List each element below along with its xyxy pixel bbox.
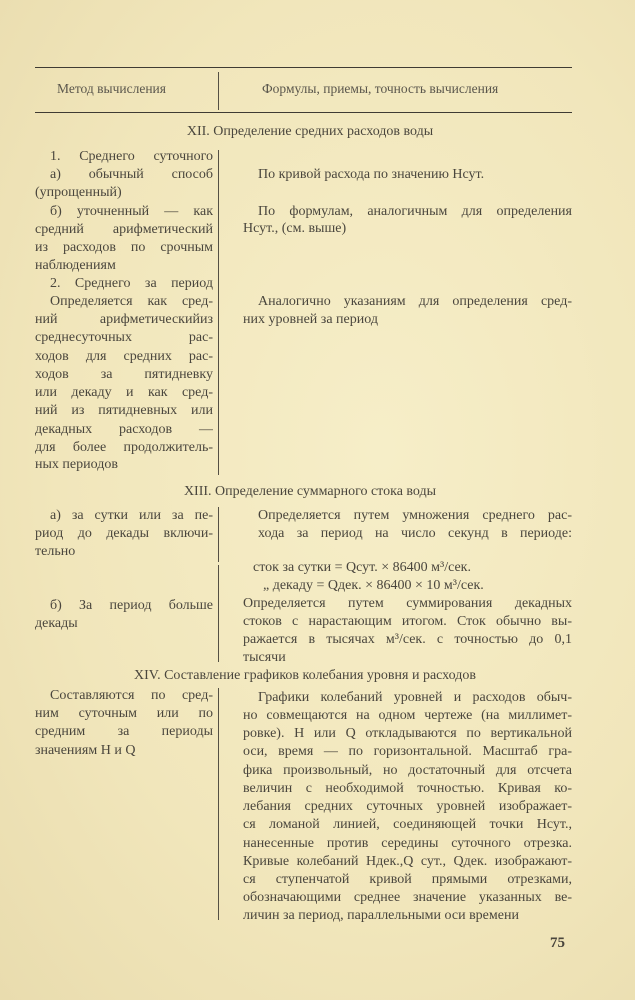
section-title: XIV. Составление графиков колебания уровня и расходов — [134, 668, 476, 683]
page-number: 75 — [550, 935, 565, 951]
method-text-line: 1. Среднего суточного — [50, 149, 213, 164]
formula-text-line: лебания средних суточных уровней изображает- — [243, 799, 572, 814]
method-text-line: средний арифметический — [35, 222, 213, 237]
method-text-line: а) за сутки или за пе- — [50, 508, 213, 523]
method-text-line: наблюдениям — [35, 258, 116, 273]
formula-text-line: обозначающими среднее значение указанных ве- — [243, 890, 572, 905]
header-bottom-rule — [35, 112, 572, 113]
formula-text-line: По формулам, аналогичным для определения — [258, 204, 572, 219]
section-title: XII. Определение средних расходов воды — [186, 124, 434, 139]
formula-text-line: сток за сутки = Qсут. × 86400 м³/сек. — [253, 560, 471, 575]
formula-text-line: ся ступенчатой кривой прямыми отрезками, — [243, 872, 572, 887]
formula-text-line: фика произвольный, но достаточный для отсчета — [243, 763, 572, 778]
method-text-line: из расходов по срочным — [35, 240, 213, 255]
header-top-rule — [35, 67, 572, 68]
formula-text-line: оси, время — по горизонтальной. Масштаб гра- — [243, 744, 572, 759]
formula-text-line: По кривой расхода по значению Hсут. — [258, 167, 485, 182]
method-text-line: средним за периоды — [35, 724, 213, 739]
formula-text-line: личин за период, параллельными оси времени — [243, 908, 519, 923]
column-divider — [218, 507, 219, 562]
formula-text-line: „ декаду = Qдек. × 86400 × 10 м³/сек. — [263, 578, 484, 593]
method-text-line: риод до декады включи- — [35, 526, 213, 541]
method-text-line: 2. Среднего за период — [50, 276, 213, 291]
method-text-line: ходов за пятидневку — [35, 367, 213, 382]
method-text-line: б) За период больше — [50, 598, 213, 613]
method-text-line: для более продолжитель- — [35, 440, 213, 455]
formula-text-line: стоков с нарастающим итогом. Сток обычно вы- — [243, 614, 572, 629]
method-text-line: значениям H и Q — [35, 743, 136, 758]
formula-text-line: Определяется путем умножения среднего рас- — [258, 508, 572, 523]
header-divider — [218, 72, 219, 110]
formula-text-line: хода за период на число секунд в периоде: — [258, 526, 572, 541]
formula-text-line: Определяется путем суммирования декадных — [243, 596, 572, 611]
header-method-column: Метод вычисления — [57, 81, 166, 96]
method-text-line: среднесуточных рас- — [35, 330, 213, 345]
header-formulas-column: Формулы, приемы, точность вычисления — [262, 81, 499, 96]
column-divider — [218, 565, 219, 662]
formula-text-line: ражается в тысячах м³/сек. с точностью до 0,1 — [243, 632, 572, 647]
method-text-line: Определяется как сред- — [50, 294, 213, 309]
formula-text-line: величин с необходимой точностью. Кривая ко- — [243, 781, 572, 796]
formula-text-line: тысячи — [243, 650, 286, 665]
formula-text-line: Hсут., (см. выше) — [243, 221, 347, 236]
method-text-line: ним суточным или по — [35, 706, 213, 721]
method-text-line: (упрощенный) — [35, 185, 122, 200]
formula-text-line: нанесенные против середины суточного отрезка. — [243, 836, 572, 851]
method-text-line: ных периодов — [35, 457, 118, 472]
method-text-line: а) обычный способ — [50, 167, 213, 182]
formula-text-line: Кривые колебаний Hдек.,Q сут., Qдек. изображают- — [243, 854, 572, 869]
formula-text-line: ровке). H или Q откладываются по вертикальной — [243, 726, 572, 741]
method-text-line: или декаду и как сред- — [35, 385, 213, 400]
method-text-line: декадных расходов — — [35, 422, 213, 437]
column-divider — [218, 150, 219, 475]
method-text-line: ходов для средних рас- — [35, 349, 213, 364]
column-divider — [218, 688, 219, 920]
method-text-line: ний арифметическийиз — [35, 312, 213, 327]
method-text-line: тельно — [35, 544, 76, 559]
formula-text-line: ся ломаной линией, соединяющей точки Hсут., — [243, 817, 572, 832]
method-text-line: б) уточненный — как — [50, 204, 213, 219]
method-text-line: декады — [35, 616, 78, 631]
method-text-line: ний из пятидневных или — [35, 403, 213, 418]
method-text-line: Составляются по сред- — [50, 688, 213, 703]
section-title: XIII. Определение суммарного стока воды — [183, 484, 437, 499]
formula-text-line: Аналогично указаниям для определения сред- — [258, 294, 572, 309]
formula-text-line: но совмещаются на одном чертеже (на миллимет- — [243, 708, 572, 723]
formula-text-line: Графики колебаний уровней и расходов обыч- — [258, 690, 572, 705]
formula-text-line: них уровней за период — [243, 312, 378, 327]
